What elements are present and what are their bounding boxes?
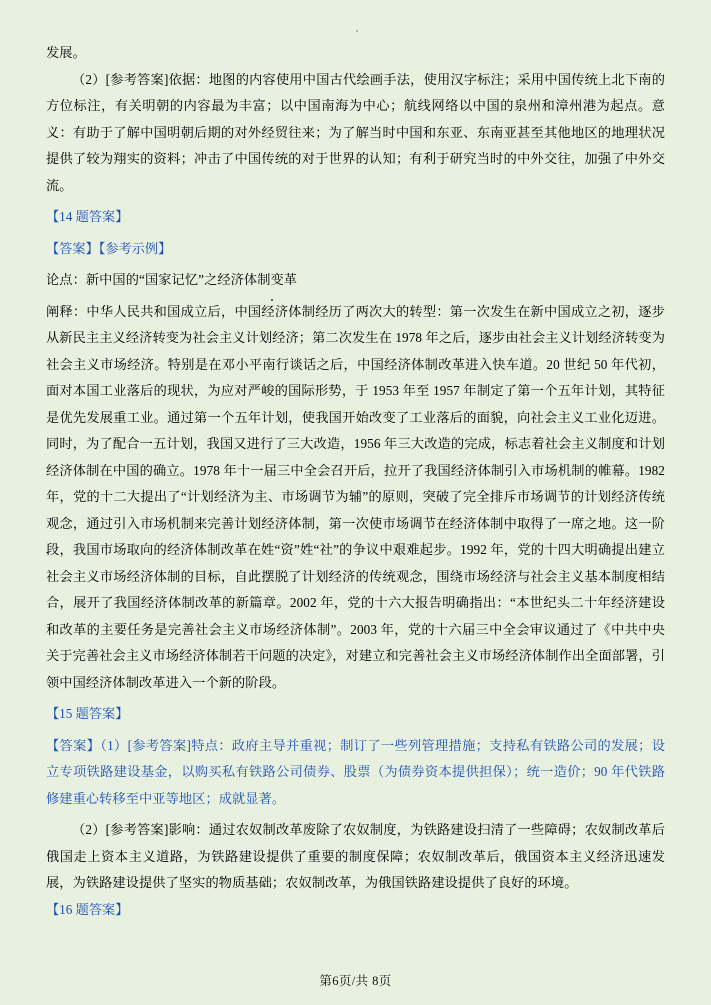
paragraph: （2）[参考答案]依据：地图的内容使用中国古代绘画手法，使用汉字标注；采用中国传统上北下南的方位标注，有关明朝的内容最为丰富；以中国南海为中心；航线网络以中国的泉州和漳州港为起点。意义：有助于了解中国明朝后期的对外经贸往来；为了解当时中国和东亚、东南亚甚至其他地区的地理状况提供了较为翔实的资料；冲击了中国传统的对于世界的认知；有利于研究当时的中外交往，加强了中外交流。 bbox=[46, 71, 665, 193]
inline-mark-dot bbox=[271, 299, 273, 301]
answer-label: 【16 题答案】 bbox=[46, 901, 129, 917]
answer-label: 【15 题答案】 bbox=[46, 706, 129, 721]
answer-label: 【14 题答案】 bbox=[46, 209, 129, 224]
page-top-marker-dot bbox=[356, 30, 358, 32]
answer-label: 【答案】【参考示例】 bbox=[46, 240, 172, 256]
paragraph: （2）[参考答案]影响：通过农奴制改革废除了农奴制度，为铁路建设扫清了一些障碍；农奴制改革后俄国走上资本主义道路，为铁路建设提供了重要的制度保障；农奴制改革后，俄国资本主义经济迅速发展，为铁路建设提供了坚实的物质基础；农奴制改革，为俄国铁路建设提供了良好的环境。 bbox=[46, 822, 665, 890]
paragraph-spacer bbox=[46, 923, 665, 928]
paragraph: 【答案】（1）[参考答案]特点：政府主导并重视；制订了一些列管理措施；支持私有铁路公司的发展；设立专项铁路建设基金，以购买私有铁路公司债券、股票（为债券资本提供担保）；统一造价；90 年代铁路修建重心转移至中亚等地区；成就显著。 bbox=[46, 737, 665, 806]
paragraph: 论点：新中国的“国家记忆”之经济体制变革 bbox=[46, 272, 298, 287]
paragraph: 阐释：中华人民共和国成立后，中国经济体制经历了两次大的转型：第一次发生在新中国成立之初，逐步从新民主主义经济转变为社会主义计划经济；第二次发生在 1978 年之后，逐步由社会主义计划经济转变为社会主义市场经济。特别是在邓小平南行谈话之后，中国经济体制改革进入快车道。20 世纪 50 年代初，面对本国工业落后的现状，为应对严峻的国际形势，于 1953 年至 1957 年制定了第一个五年计划，其特征是优先发展重工业。通过第一个五年计划，使我国开始改变了工业落后的面貌，向社会主义工业化迈进。同时，为了配合一五计划，我国又进行了三大改造，1956 年三大改造的完成，标志着社会主义制度和计划经济体制在中国的确立。1978 年十一届三中全会召开后，拉开了我国经济体制引入市场机制的帷幕。1982 年，党的十二大提出了“计划经济为主、市场调节为辅”的原则，突破了完全排斥市场调节的计划经济传统观念，通过引入市场机制来完善计划经济体制，第一次使市场调节在经济体制中取得了一席之地。这一阶段，我国市场取向的经济体制改革在姓“资”姓“社”的争议中艰难起步。1992 年，党的十四大明确提出建立社会主义市场经济体制的目标，自此摆脱了计划经济的传统观念，围绕市场经济与社会主义基本制度相结合，展开了我国经济体制改革的新篇章。2002 年，党的十六大报告明确指出：“本世纪头二十年经济建设和改革的主要任务是完善社会主义市场经济体制”。2003 年，党的十六届三中全会审议通过了《中共中央关于完善社会主义市场经济体制若干问题的决定》，对建立和完善社会主义市场经济体制作出全面部署，引领中国经济体制改革进入一个新的阶段。 bbox=[46, 303, 665, 690]
document-body bbox=[46, 40, 665, 928]
paragraph: 发展。 bbox=[46, 45, 86, 60]
page-footer: 第6页/共 8页 bbox=[319, 974, 392, 988]
